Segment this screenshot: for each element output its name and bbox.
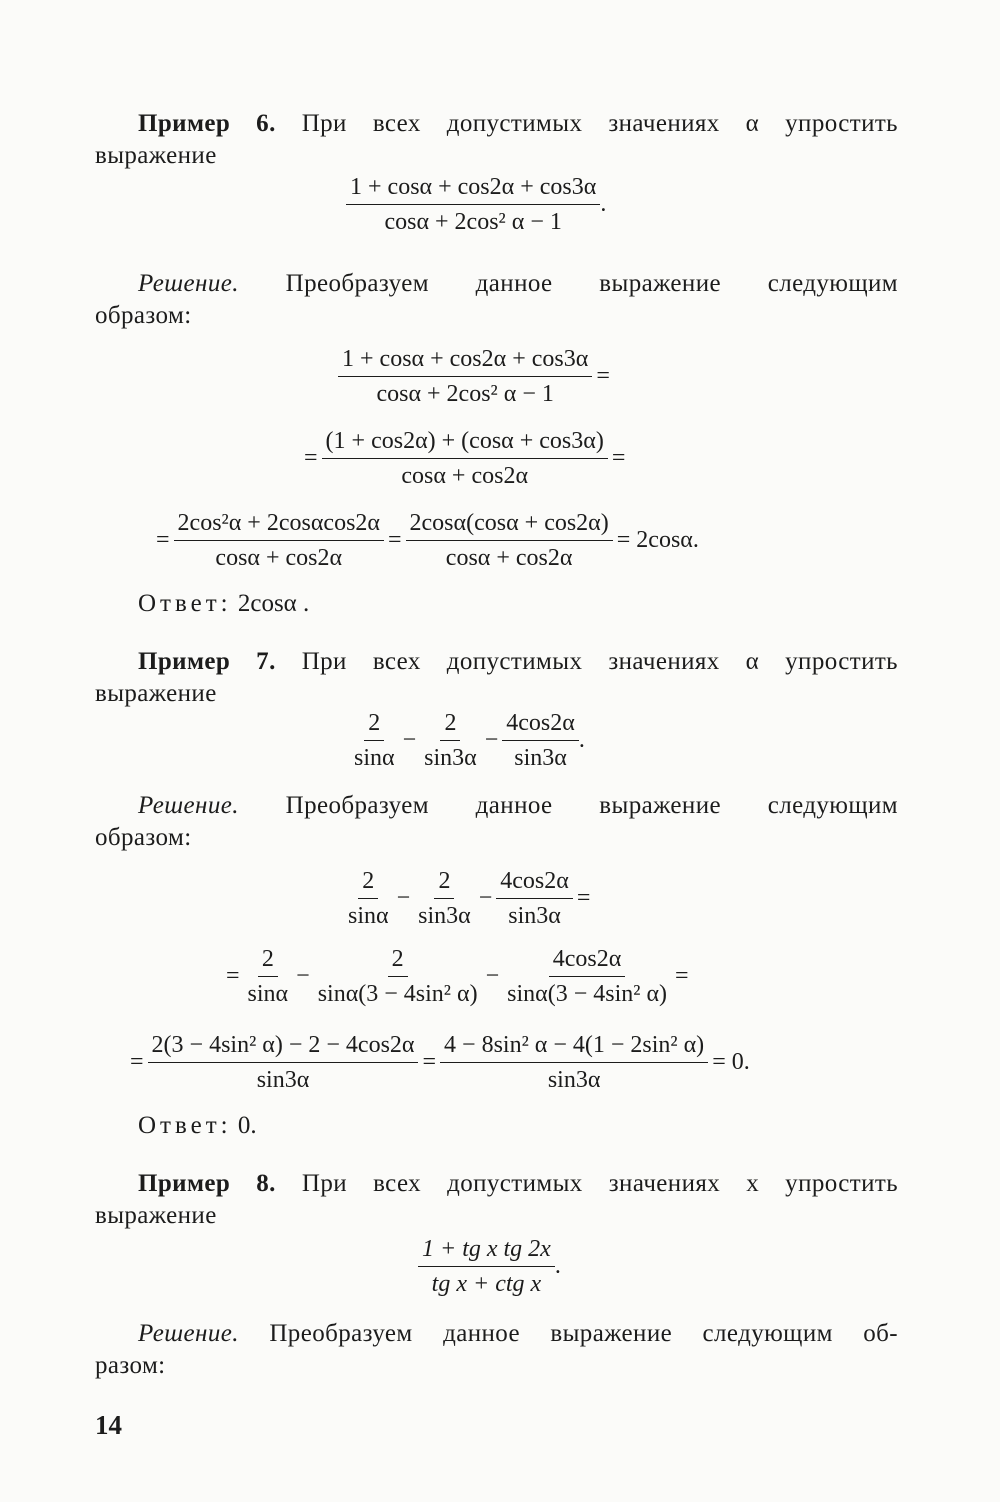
period: . [578, 727, 585, 753]
numerator: 4cos2α [502, 708, 579, 741]
equals-sign: = [422, 1049, 437, 1075]
solution-text: Преобразуем данное выражение следующим [285, 270, 899, 297]
equals-sign: = [130, 1049, 144, 1075]
example-6-text-cont: выражение [95, 142, 217, 169]
solution-text: Преобразуем данное выражение следующим [285, 792, 899, 819]
fraction [406, 508, 613, 573]
minus-sign: − [402, 727, 417, 753]
fraction [350, 708, 399, 773]
solution-label: Решение. [138, 1320, 239, 1347]
solution-text-cont: образом: [95, 824, 192, 851]
equals-sign: = [576, 885, 591, 911]
solution-text: Преобразуем данное выражение следующим об- [269, 1320, 899, 1347]
equals-sign: = [596, 363, 610, 389]
denominator: tg x + ctg x [431, 1271, 542, 1297]
fraction [420, 708, 481, 773]
fraction [503, 944, 671, 1009]
equals-sign: = [675, 963, 689, 989]
denominator: cosα + cos2α [401, 463, 529, 489]
example-7-label: Пример 7. [138, 648, 276, 675]
fraction [344, 866, 393, 931]
result: = 0. [712, 1049, 750, 1075]
equals-sign: = [611, 445, 626, 471]
example-6-step-3 [152, 508, 703, 573]
equals-sign: = [304, 445, 318, 471]
numerator: 2cosα(cosα + cos2α) [406, 508, 613, 541]
fraction [338, 344, 592, 409]
page-number: 14 [95, 1410, 122, 1440]
denominator: cosα + cos2α [215, 545, 343, 571]
answer-value: 2cosα . [237, 590, 310, 617]
example-7-statement [95, 646, 898, 710]
numerator: 2 [440, 708, 460, 741]
example-7-step-2 [222, 944, 693, 1009]
example-8-label: Пример 8. [138, 1170, 276, 1197]
solution-label: Решение. [138, 270, 239, 297]
minus-sign: − [478, 885, 493, 911]
numerator: 4cos2α [549, 944, 626, 977]
fraction [322, 426, 608, 491]
minus-sign: − [485, 963, 500, 989]
minus-sign: − [396, 885, 411, 911]
answer-label: Ответ: [138, 1112, 232, 1139]
denominator: sin3α [256, 1067, 310, 1093]
denominator: sinα [247, 981, 289, 1007]
numerator: 1 + cosα + cos2α + cos3α [338, 344, 592, 377]
example-6-solution-intro [95, 268, 898, 332]
denominator: sinα [348, 903, 389, 929]
denominator: cosα + 2cos² α − 1 [384, 209, 562, 235]
numerator: 4cos2α [496, 866, 573, 899]
numerator: 2cos²α + 2cosαcos2α [174, 508, 384, 541]
example-7-expression [350, 708, 585, 773]
denominator: sin3α [547, 1067, 601, 1093]
denominator: sin3α [418, 903, 471, 929]
fraction [346, 172, 600, 237]
numerator: 4 − 8sin² α − 4(1 − 2sin² α) [440, 1030, 708, 1063]
denominator: cosα + 2cos² α − 1 [376, 381, 554, 407]
example-7-step-3 [126, 1030, 754, 1095]
numerator: 2 [388, 944, 408, 977]
equals-sign: = [387, 527, 402, 553]
fraction [418, 1234, 555, 1299]
answer-value: 0. [237, 1112, 257, 1139]
example-6-text: При всех допустимых значениях α упростить [301, 110, 898, 137]
example-8-expression [418, 1234, 561, 1299]
numerator: 2 [364, 708, 384, 741]
equals-sign: = [156, 527, 170, 553]
equals-sign: = [226, 963, 240, 989]
example-6-step-1 [338, 344, 614, 409]
example-6-step-2 [300, 426, 629, 491]
numerator: 1 + tg x tg 2x [418, 1234, 555, 1267]
denominator: sinα [354, 745, 395, 771]
minus-sign: − [296, 963, 310, 989]
fraction [414, 866, 475, 931]
example-6-answer [138, 588, 309, 620]
fraction [496, 866, 573, 931]
denominator: sin3α [508, 903, 561, 929]
denominator: cosα + cos2α [445, 545, 573, 571]
example-8-statement [95, 1168, 898, 1232]
example-6-statement [95, 108, 898, 172]
fraction [314, 944, 482, 1009]
numerator: 2 [258, 944, 278, 977]
numerator: 1 + cosα + cos2α + cos3α [346, 172, 600, 205]
example-7-text: При всех допустимых значениях α упростить [301, 648, 898, 675]
period: . [554, 1253, 561, 1279]
solution-text-cont: разом: [95, 1352, 166, 1379]
fraction [502, 708, 579, 773]
solution-text-cont: образом: [95, 302, 192, 329]
denominator: sin3α [424, 745, 477, 771]
example-8-solution-intro [95, 1318, 898, 1382]
example-7-text-cont: выражение [95, 680, 217, 707]
fraction [148, 1030, 419, 1095]
example-7-answer [138, 1110, 257, 1142]
denominator: sin3α [514, 745, 567, 771]
answer-label: Ответ: [138, 590, 232, 617]
numerator: 2 [434, 866, 454, 899]
result: = 2cosα. [616, 527, 699, 553]
period: . [600, 191, 607, 217]
example-8-text-cont: выражение [95, 1202, 217, 1229]
minus-sign: − [484, 727, 499, 753]
fraction [440, 1030, 708, 1095]
fraction [244, 944, 293, 1009]
example-7-solution-intro [95, 790, 898, 854]
numerator: 2(3 − 4sin² α) − 2 − 4cos2α [148, 1030, 419, 1063]
example-6-expression [346, 172, 606, 237]
example-7-step-1 [344, 866, 594, 931]
solution-label: Решение. [138, 792, 239, 819]
fraction [174, 508, 384, 573]
numerator: 2 [358, 866, 378, 899]
numerator: (1 + cos2α) + (cosα + cos3α) [322, 426, 608, 459]
example-6-label: Пример 6. [138, 110, 276, 137]
example-8-text: При всех допустимых значениях x упростить [301, 1170, 899, 1197]
denominator: sinα(3 − 4sin² α) [317, 981, 478, 1007]
denominator: sinα(3 − 4sin² α) [507, 981, 668, 1007]
